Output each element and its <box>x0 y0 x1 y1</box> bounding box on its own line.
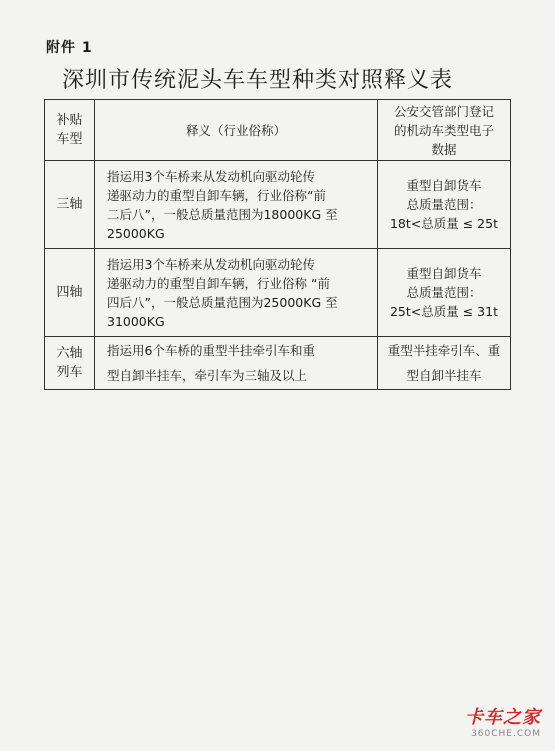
row-police-cell <box>378 249 511 337</box>
cell-line: 四轴 <box>56 285 83 300</box>
cell-line: 四后八”，一般总质量范围为25000KG 至 <box>107 294 338 310</box>
cell-line: 总质量范围： <box>406 285 482 300</box>
table-row <box>45 161 511 249</box>
cell-line: 重型半挂牵引车、重 <box>387 343 501 358</box>
cell-line: 25t<总质量 ≤ 31t <box>389 304 498 319</box>
row-definition-cell <box>95 161 378 249</box>
header-definition: 释义（行业俗称） <box>95 100 378 161</box>
watermark-logo <box>461 703 541 739</box>
cell-line: 三轴 <box>56 197 83 212</box>
header-police-data <box>378 100 511 161</box>
cell-line: 25000KG <box>107 225 165 241</box>
cell-line: 重型自卸货车 <box>406 266 482 281</box>
cell-line: 31000KG <box>107 313 165 329</box>
table-row <box>45 249 511 337</box>
row-police-cell <box>378 161 511 249</box>
header-line: 的机动车类型电子 <box>393 122 494 138</box>
cell-line: 重型自卸货车 <box>406 178 482 193</box>
row-type-cell <box>45 249 95 337</box>
cell-line: 指运用6个车桥的重型半挂牵引车和重 <box>107 343 315 358</box>
cell-line: 18t<总质量 ≤ 25t <box>389 216 498 231</box>
row-type-cell <box>45 337 95 390</box>
watermark-sub-text: 360CHE.COM <box>471 729 541 739</box>
document-title: 深圳市传统泥头车车型种类对照释义表 <box>62 68 454 93</box>
vehicle-type-table <box>44 99 511 390</box>
watermark-main-text: 卡车之家 <box>465 707 541 728</box>
row-definition-cell <box>95 337 378 390</box>
row-type-cell <box>45 161 95 249</box>
cell-line: 指运用3个车桥来从发动机向驱动轮传 <box>107 168 315 184</box>
cell-line: 递驱动力的重型自卸车辆，行业俗称 “前 <box>107 275 330 291</box>
header-line: 数据 <box>431 141 457 157</box>
cell-line: 二后八”，一般总质量范围为18000KG 至 <box>107 206 338 222</box>
header-line: 车型 <box>56 132 83 147</box>
cell-line: 总质量范围： <box>406 197 482 212</box>
table-header-row <box>45 100 511 161</box>
cell-line: 六轴 <box>56 346 83 361</box>
row-police-cell <box>378 337 511 390</box>
cell-line: 型自卸半挂车 <box>406 368 482 383</box>
cell-line: 列车 <box>56 365 83 380</box>
header-subsidy-type <box>45 100 95 161</box>
cell-line: 指运用3个车桥来从发动机向驱动轮传 <box>107 256 315 272</box>
table-row <box>45 337 511 390</box>
cell-line: 递驱动力的重型自卸车辆，行业俗称“前 <box>107 187 326 203</box>
cell-line: 型自卸半挂车，牵引车为三轴及以上 <box>107 368 308 383</box>
header-line: 公安交管部门登记 <box>393 103 494 119</box>
row-definition-cell <box>95 249 378 337</box>
attachment-label: 附件 1 <box>46 40 93 56</box>
header-line: 补贴 <box>56 113 83 128</box>
